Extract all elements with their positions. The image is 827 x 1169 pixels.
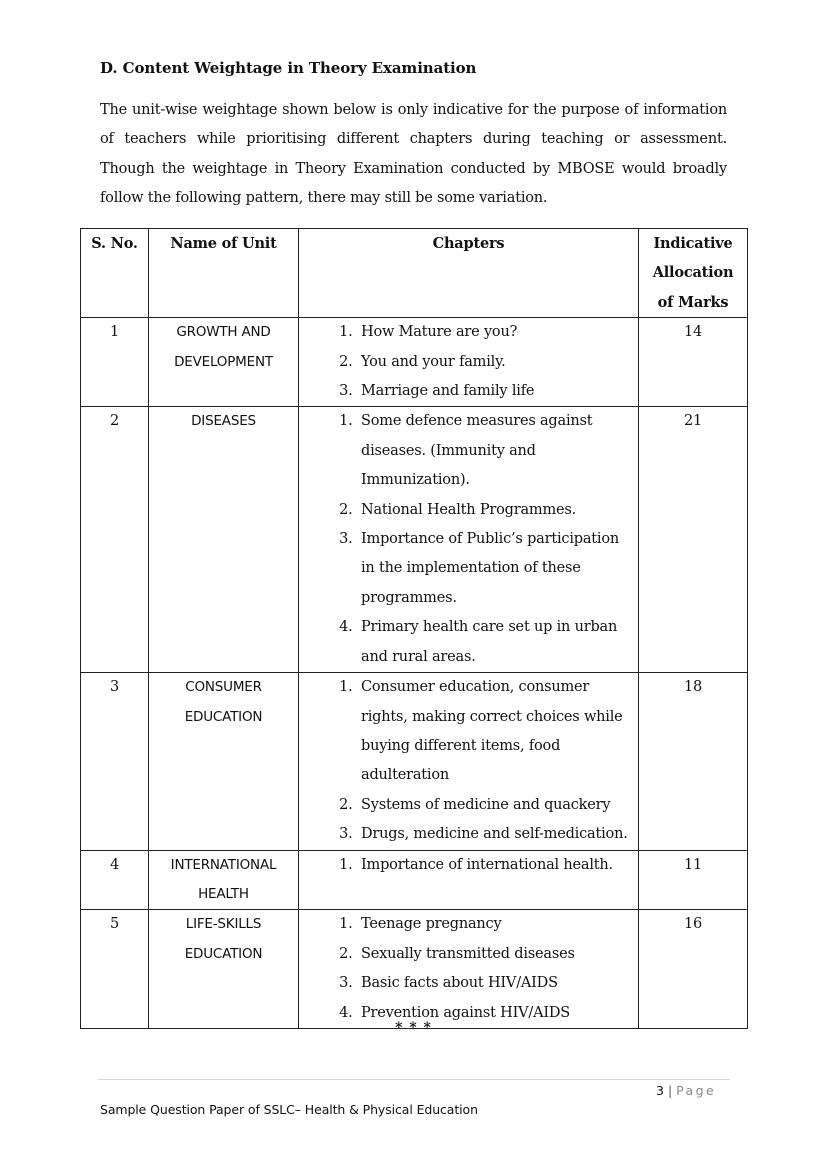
header-chapters: Chapters bbox=[299, 229, 639, 318]
sno-cell: 5 bbox=[81, 910, 149, 1029]
chapter-item: 4. Primary health care set up in urban and rural areas. bbox=[357, 613, 634, 672]
chapter-item: 1. Some defence measures against diseases. (Immunity and Immunization). bbox=[357, 407, 634, 495]
unit-cell: GROWTH AND DEVELOPMENT bbox=[149, 318, 299, 407]
chapter-item: 3. Drugs, medicine and self-medication. bbox=[357, 820, 634, 849]
table-row bbox=[81, 850, 748, 910]
table-header-row bbox=[81, 229, 748, 318]
end-of-section-mark: * * * bbox=[395, 1020, 432, 1036]
chapter-item: 2. Systems of medicine and quackery bbox=[357, 791, 634, 820]
page-number bbox=[656, 1083, 716, 1098]
chapter-item: 1. Importance of international health. bbox=[357, 851, 634, 880]
chapter-item: 3. Importance of Public’s participation in the implementation of these programmes. bbox=[357, 525, 634, 613]
page-number-value: 3 bbox=[656, 1083, 664, 1098]
chapter-item: 1. Consumer education, consumer rights, making correct choices while buying different items, food adulteration bbox=[357, 673, 634, 791]
header-marks: Indicative Allocation of Marks bbox=[639, 229, 748, 318]
weightage-table bbox=[80, 228, 748, 1029]
footer-text: Sample Question Paper of SSLC– Health & Physical Education bbox=[100, 1102, 478, 1117]
header-unit: Name of Unit bbox=[149, 229, 299, 318]
marks-cell: 18 bbox=[639, 673, 748, 850]
chapter-item: 4. Prevention against HIV/AIDS bbox=[357, 999, 634, 1028]
chapters-cell bbox=[299, 407, 639, 673]
unit-cell: CONSUMER EDUCATION bbox=[149, 673, 299, 850]
chapter-item: 1. How Mature are you? bbox=[357, 318, 634, 347]
chapter-item: 2. You and your family. bbox=[357, 348, 634, 377]
intro-paragraph: The unit-wise weightage shown below is only indicative for the purpose of information of teachers while prioritising different chapters during teaching or assessment. Though the weightage in Theory Examination conducted by MBOSE would broadly follow the following pattern, there may still be some variation. bbox=[100, 102, 727, 207]
chapter-item: 2. Sexually transmitted diseases bbox=[357, 940, 634, 969]
section-heading: D. Content Weightage in Theory Examination bbox=[100, 59, 477, 77]
unit-cell: DISEASES bbox=[149, 407, 299, 673]
sno-cell: 2 bbox=[81, 407, 149, 673]
sno-cell: 1 bbox=[81, 318, 149, 407]
table-row bbox=[81, 673, 748, 850]
chapters-cell bbox=[299, 910, 639, 1029]
chapter-item: 2. National Health Programmes. bbox=[357, 496, 634, 525]
sno-cell: 3 bbox=[81, 673, 149, 850]
sno-cell: 4 bbox=[81, 850, 149, 910]
unit-cell: LIFE-SKILLS EDUCATION bbox=[149, 910, 299, 1029]
unit-cell: INTERNATIONAL HEALTH bbox=[149, 850, 299, 910]
marks-cell: 16 bbox=[639, 910, 748, 1029]
chapters-cell bbox=[299, 673, 639, 850]
table-row bbox=[81, 318, 748, 407]
marks-cell: 14 bbox=[639, 318, 748, 407]
chapter-item: 3. Marriage and family life bbox=[357, 377, 634, 406]
page-word: Page bbox=[676, 1083, 717, 1098]
chapters-cell bbox=[299, 318, 639, 407]
header-sno: S. No. bbox=[81, 229, 149, 318]
table-row bbox=[81, 910, 748, 1029]
page-separator: | bbox=[667, 1083, 673, 1098]
chapter-item: 1. Teenage pregnancy bbox=[357, 910, 634, 939]
marks-cell: 11 bbox=[639, 850, 748, 910]
chapters-cell bbox=[299, 850, 639, 910]
chapter-item: 3. Basic facts about HIV/AIDS bbox=[357, 969, 634, 998]
footer-divider bbox=[98, 1079, 730, 1080]
marks-cell: 21 bbox=[639, 407, 748, 673]
table-row bbox=[81, 407, 748, 673]
